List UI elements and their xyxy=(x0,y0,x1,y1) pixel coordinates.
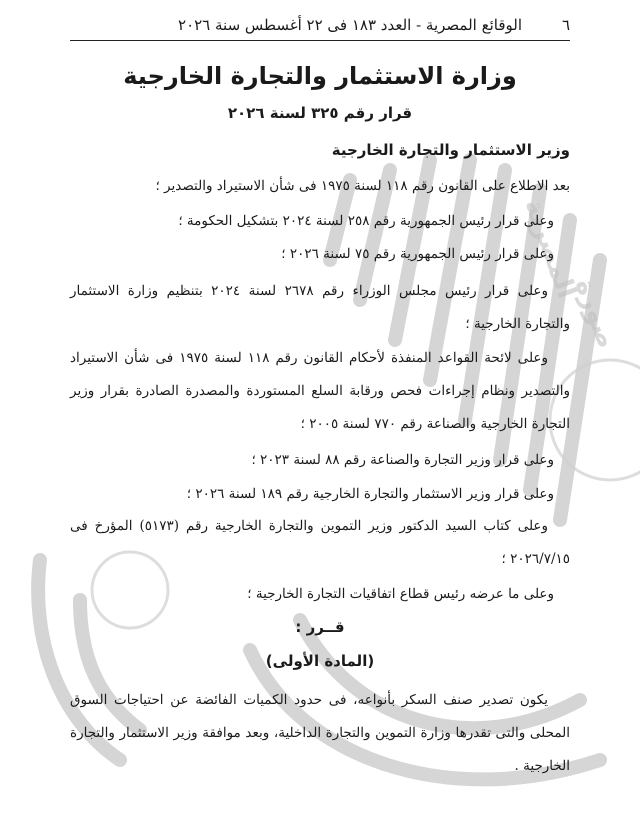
preamble-item: وعلى قرار رئيس الجمهورية رقم ٧٥ لسنة ٢٠٢٦ ؛ xyxy=(281,246,554,262)
svg-text:المصرية: المصرية xyxy=(518,194,582,303)
preamble-item: وعلى قرار رئيس الجمهورية رقم ٢٥٨ لسنة ٢٠٢٤ بتشكيل الحكومة ؛ xyxy=(178,213,554,229)
decides-heading: قــرر : xyxy=(295,618,345,636)
preamble-item: وعلى قرار وزير التجارة والصناعة رقم ٨٨ لسنة ٢٠٢٣ ؛ xyxy=(251,452,554,468)
preamble-item: وعلى قرار وزير الاستثمار والتجارة الخارجية رقم ١٨٩ لسنة ٢٠٢٦ ؛ xyxy=(186,486,554,502)
svg-text:صورة: صورة xyxy=(568,274,622,353)
minister-title: وزير الاستثمار والتجارة الخارجية xyxy=(331,141,570,159)
ministry-heading: وزارة الاستثمار والتجارة الخارجية xyxy=(123,62,517,90)
article-one-text: يكون تصدير صنف السكر بأنواعه، فى حدود الكميات الفائضة عن احتياجات السوق المحلى والتى تقدرها وزارة التموين والتجارة الداخلية، وبعد موافقة وزير الاستثمار والتجارة الخارجية . xyxy=(70,692,570,774)
page-header xyxy=(70,14,570,41)
gazette-issue-title: الوقائع المصرية - العدد ١٨٣ فى ٢٢ أغسطس سنة ٢٠٢٦ xyxy=(178,16,522,34)
preamble-item: وعلى قرار رئيس مجلس الوزراء رقم ٢٦٧٨ لسنة ٢٠٢٤ بتنظيم وزارة الاستثمار والتجارة الخارجية ؛ xyxy=(70,283,570,332)
preamble-item: وعلى لائحة القواعد المنفذة لأحكام القانون رقم ١١٨ لسنة ١٩٧٥ فى شأن الاستيراد والتصدير ونظام إجراءات فحص ورقابة السلع المستوردة والمصدرة الصادرة بقرار وزير التجارة الخارجية والصناعة رقم ٧٧٠ لسنة ٢٠٠٥ ؛ xyxy=(70,350,570,432)
article-one-heading: (المادة الأولى) xyxy=(265,652,375,670)
decree-number: قرار رقم ٣٢٥ لسنة ٢٠٢٦ xyxy=(227,104,413,122)
page-number: ٦ xyxy=(561,16,570,34)
preamble-item: بعد الاطلاع على القانون رقم ١١٨ لسنة ١٩٧٥ فى شأن الاستيراد والتصدير ؛ xyxy=(155,178,570,194)
preamble-item: وعلى كتاب السيد الدكتور وزير التموين والتجارة الخارجية رقم (٥١٧٣) المؤرخ فى ٢٠٢٦/٧/١٥ ؛ xyxy=(70,518,570,567)
preamble-item: وعلى ما عرضه رئيس قطاع اتفاقيات التجارة الخارجية ؛ xyxy=(247,586,554,602)
